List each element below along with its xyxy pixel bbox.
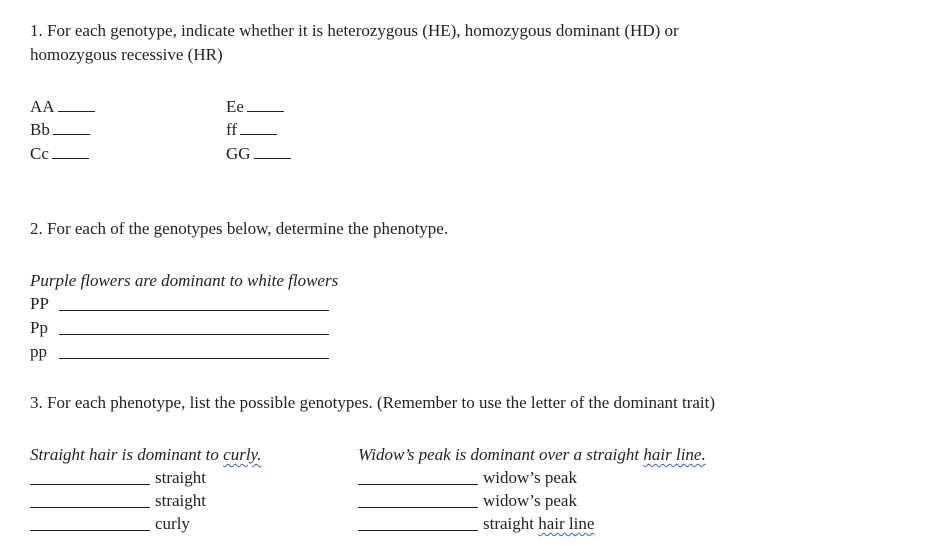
q3-right-item: straight hair line	[483, 514, 595, 533]
answer-blank[interactable]	[358, 507, 478, 508]
answer-blank[interactable]	[30, 530, 150, 531]
q3-left-item: straight	[155, 468, 206, 487]
q2-item-pp-hetero: Pp	[30, 318, 330, 338]
q3-prompt: 3. For each phenotype, list the possible genotypes. (Remember to use the letter of the dominant trait)	[30, 393, 716, 412]
q1-prompt-line2: homozygous recessive (HR)	[30, 45, 223, 64]
answer-blank[interactable]	[30, 484, 150, 485]
q1-item-cc: Cc	[30, 144, 89, 164]
q3-right-item: widow’s peak	[483, 491, 577, 510]
q1-prompt-line1: 1. For each genotype, indicate whether it is heterozygous (HE), homozygous dominant (HD) or	[30, 21, 679, 40]
answer-blank[interactable]	[358, 484, 478, 485]
answer-blank[interactable]	[358, 530, 478, 531]
q2-item-pp-recessive: pp	[30, 342, 330, 362]
answer-blank[interactable]	[30, 507, 150, 508]
q3-left-item: curly	[155, 514, 190, 533]
q1-item-bb: Bb	[30, 120, 90, 140]
q1-item-ff: ff	[226, 120, 277, 140]
q3-left-rule: Straight hair is dominant to curly.	[30, 445, 262, 464]
answer-blank[interactable]	[58, 97, 95, 112]
q2-item-pp-dominant: PP	[30, 294, 330, 314]
q1-item-gg: GG	[226, 144, 291, 164]
q1-item-aa: AA	[30, 97, 95, 117]
answer-blank[interactable]	[53, 120, 90, 135]
q3-right-item: widow’s peak	[483, 468, 577, 487]
answer-blank[interactable]	[59, 296, 329, 311]
answer-blank[interactable]	[247, 97, 284, 112]
q1-item-ee: Ee	[226, 97, 284, 117]
q3-left-item: straight	[155, 491, 206, 510]
q3-right-rule: Widow’s peak is dominant over a straight hair line.	[358, 445, 706, 464]
q2-rule: Purple flowers are dominant to white flowers	[30, 271, 339, 290]
answer-blank[interactable]	[52, 144, 89, 159]
answer-blank[interactable]	[254, 144, 291, 159]
q2-prompt: 2. For each of the genotypes below, determine the phenotype.	[30, 219, 449, 238]
answer-blank[interactable]	[59, 320, 329, 335]
answer-blank[interactable]	[240, 120, 277, 135]
answer-blank[interactable]	[59, 344, 329, 359]
